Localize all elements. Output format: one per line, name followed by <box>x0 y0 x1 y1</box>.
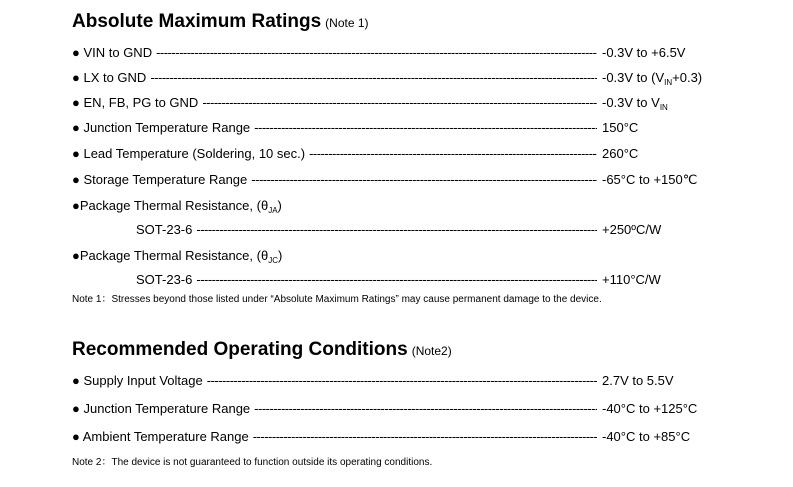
dot-leader <box>309 145 597 163</box>
spec-value <box>602 69 702 87</box>
spec-value: +250ºC/W <box>602 222 662 237</box>
spec-row-thermal-ja-package <box>136 221 597 239</box>
spec-label: ● Junction Temperature Range <box>72 120 251 135</box>
subscript: IN <box>659 103 668 112</box>
spec-label: ● Junction Temperature Range <box>72 401 251 416</box>
spec-row-junction-temp-range <box>72 400 597 418</box>
spec-row-vin <box>72 44 597 62</box>
spec-label: ● EN, FB, PG to GND <box>72 95 199 110</box>
heading-text: ) <box>277 248 283 263</box>
spec-label: ● Lead Temperature (Soldering, 10 sec.) <box>72 146 306 161</box>
subscript: JC <box>268 256 278 265</box>
spec-label: ● Supply Input Voltage <box>72 373 203 388</box>
dot-leader <box>202 94 597 112</box>
spec-value: 150°C <box>602 120 639 135</box>
spec-value: -40°C to +85°C <box>602 429 691 444</box>
dot-leader <box>254 400 597 418</box>
spec-row-storage-temp <box>72 171 597 189</box>
abs-max-note-ref: (Note 1) <box>325 16 369 30</box>
dot-leader <box>196 271 597 289</box>
value-text: -0.3V to (V <box>602 70 665 85</box>
spec-label: ● Ambient Temperature Range <box>72 429 249 444</box>
spec-value: 2.7V to 5.5V <box>602 373 674 388</box>
spec-label: ● LX to GND <box>72 70 147 85</box>
spec-label: ● VIN to GND <box>72 45 153 60</box>
value-text: +0.3) <box>672 70 703 85</box>
spec-value: +110°C/W <box>602 272 661 287</box>
spec-value: -0.3V to +6.5V <box>602 45 686 60</box>
spec-row-en-fb-pg <box>72 94 597 112</box>
package-label: SOT-23-6 <box>136 222 193 237</box>
rec-op-note-ref: (Note2) <box>411 344 452 358</box>
note-2: Note 2：The device is not guaranteed to function outside its operating conditions. <box>72 457 433 468</box>
dot-leader <box>150 69 597 87</box>
spec-row-lx <box>72 69 597 87</box>
heading-text: ●Package Thermal Resistance, (θ <box>72 198 269 213</box>
spec-row-ambient-temp-range <box>72 428 597 446</box>
package-label: SOT-23-6 <box>136 272 193 287</box>
rec-op-title-text: Recommended Operating Conditions <box>72 339 408 360</box>
note-1: Note 1：Stresses beyond those listed under “Absolute Maximum Ratings” may cause permanent damage to the device. <box>72 294 602 305</box>
spec-row-junction-temp <box>72 119 597 137</box>
spec-value: 260°C <box>602 146 639 161</box>
subscript: IN <box>664 78 673 87</box>
dot-leader <box>254 119 597 137</box>
spec-row-supply-voltage <box>72 372 597 390</box>
spec-label: ● Storage Temperature Range <box>72 172 248 187</box>
rec-op-title <box>72 338 452 363</box>
spec-value: -40°C to +125°C <box>602 401 698 416</box>
heading-text: ●Package Thermal Resistance, (θ <box>72 248 269 263</box>
dot-leader <box>196 221 597 239</box>
value-text: -0.3V to V <box>602 95 660 110</box>
thermal-ja-heading <box>72 197 282 215</box>
dot-leader <box>253 428 597 446</box>
spec-value: -65°C to +150℃ <box>602 172 698 187</box>
dot-leader <box>207 372 597 390</box>
spec-row-thermal-jc-package <box>136 271 597 289</box>
abs-max-title <box>72 10 369 35</box>
dot-leader <box>251 171 597 189</box>
spec-value <box>602 94 668 112</box>
thermal-jc-heading <box>72 247 282 265</box>
heading-text: ) <box>277 198 282 213</box>
subscript: JA <box>268 206 278 215</box>
dot-leader <box>156 44 597 62</box>
abs-max-title-text: Absolute Maximum Ratings <box>72 11 322 32</box>
spec-row-lead-temp <box>72 145 597 163</box>
